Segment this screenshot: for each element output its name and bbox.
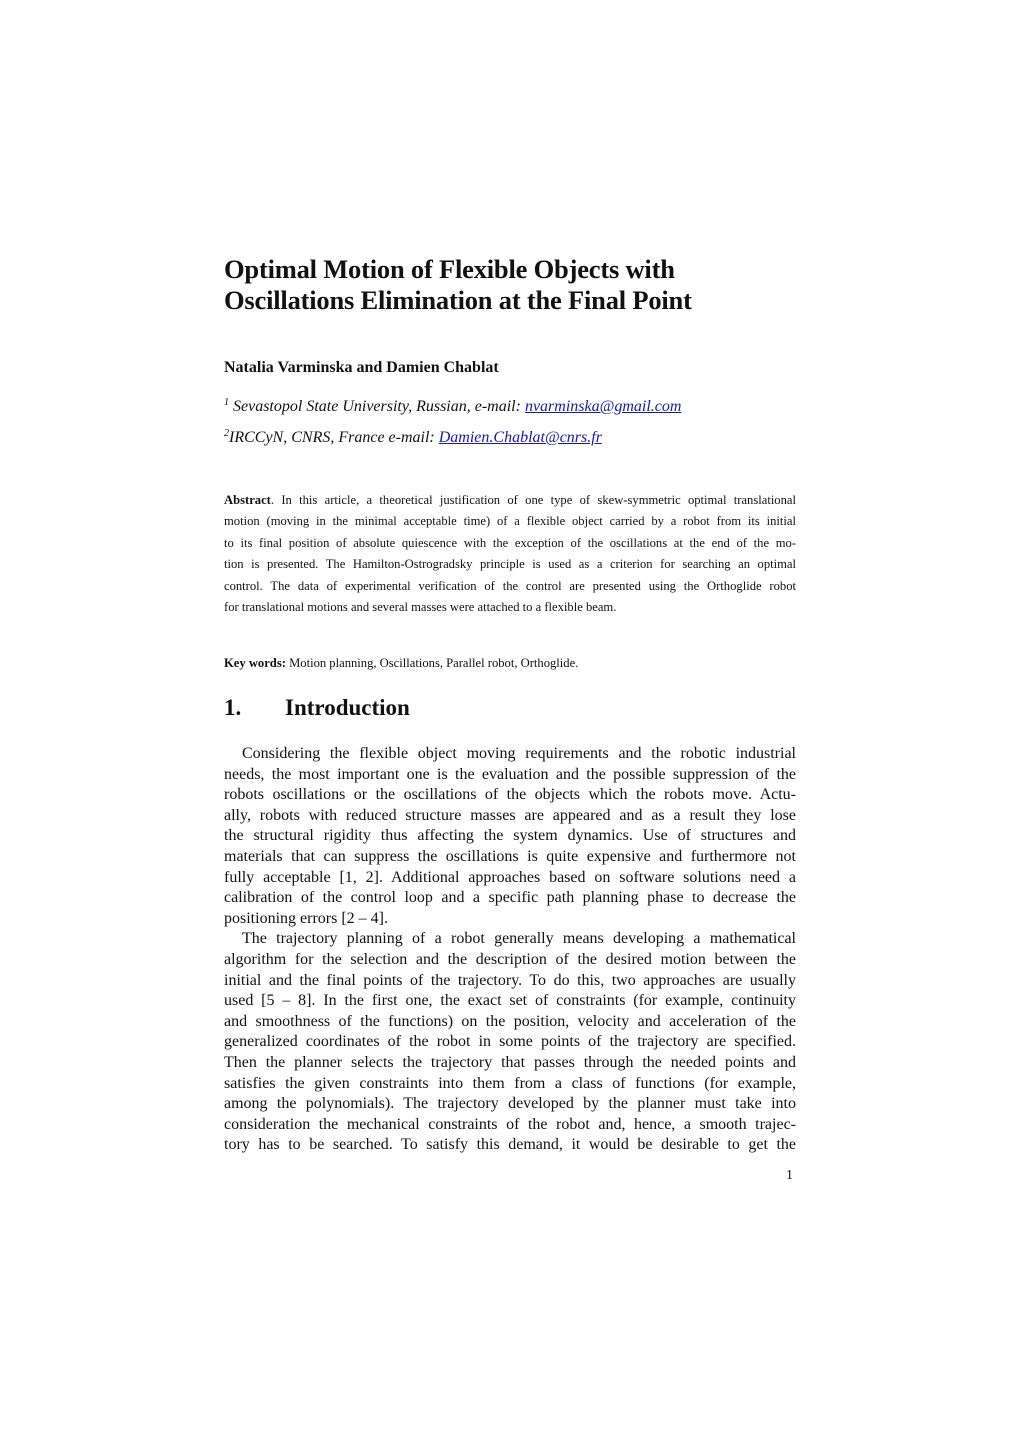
body-line: and smoothness of the functions) on the position, velocity and acceleration of the — [224, 1012, 796, 1030]
affiliation-2-text: IRCCyN, CNRS, France e-mail: — [229, 429, 439, 446]
body-line: positioning errors [2 – 4]. — [224, 909, 388, 927]
abstract-line-1 — [224, 490, 796, 511]
title-line-1: Optimal Motion of Flexible Objects with — [224, 254, 675, 284]
body-line: algorithm for the selection and the description of the desired motion between the — [224, 950, 796, 968]
keywords-label: Key words: — [224, 656, 286, 670]
affiliation-2-email-link[interactable]: Damien.Chablat@cnrs.fr — [438, 429, 602, 446]
abstract-first-line-text: . In this article, a theoretical justification of one type of skew-symmetric optimal translational — [270, 493, 796, 507]
affiliation-1 — [224, 397, 681, 416]
body-line: fully acceptable [1, 2]. Additional approaches based on software solutions need a — [224, 868, 796, 886]
affiliation-2-marker: 2 — [224, 428, 229, 439]
affiliation-1-text: Sevastopol State University, Russian, e-mail: — [229, 398, 525, 415]
body-line: initial and the final points of the trajectory. To do this, two approaches are usually — [224, 971, 796, 989]
abstract-line-2: motion (moving in the minimal acceptable time) of a flexible object carried by a robot from its initial — [224, 514, 796, 529]
abstract-line-5: control. The data of experimental verification of the control are presented using the Orthoglide robot — [224, 578, 796, 593]
abstract-line-4: tion is presented. The Hamilton-Ostrogradsky principle is used as a criterion for searching an optimal — [224, 557, 796, 572]
body-line: among the polynomials). The trajectory developed by the planner must take into — [224, 1095, 796, 1113]
section-number: 1. — [224, 695, 242, 720]
abstract-line-3: to its final position of absolute quiescence with the exception of the oscillations at the end of the mo- — [224, 535, 796, 550]
body-line: used [5 – 8]. In the first one, the exact set of constraints (for example, continuity — [224, 992, 796, 1010]
body-line: Then the planner selects the trajectory that passes through the needed points and — [224, 1053, 796, 1071]
body-line: calibration of the control loop and a specific path planning phase to decrease the — [224, 889, 796, 907]
section-title: Introduction — [285, 695, 410, 720]
body-line: Considering the flexible object moving requirements and the robotic industrial — [242, 745, 796, 762]
introduction-body — [224, 744, 796, 1156]
keywords — [224, 656, 578, 671]
page-number: 1 — [786, 1168, 793, 1183]
body-line: the structural rigidity thus affecting the system dynamics. Use of structures and — [224, 827, 796, 845]
abstract — [224, 490, 796, 618]
body-line: generalized coordinates of the robot in some points of the trajectory are specified. — [224, 1033, 796, 1051]
body-line: The trajectory planning of a robot generally means developing a mathematical — [242, 930, 796, 948]
affiliation-2 — [224, 428, 602, 447]
body-line: materials that can suppress the oscillations is quite expensive and furthermore not — [224, 847, 796, 865]
body-line: robots oscillations or the oscillations of the objects which the robots move. Actu- — [224, 786, 796, 804]
body-line: consideration the mechanical constraints of the robot and, hence, a smooth trajec- — [224, 1115, 796, 1133]
body-line: ally, robots with reduced structure masses are appeared and as a result they lose — [224, 806, 796, 824]
affiliation-1-email-link[interactable]: nvarminska@gmail.com — [524, 398, 682, 415]
paper-title — [224, 254, 824, 316]
title-line-2: Oscillations Elimination at the Final Point — [224, 285, 692, 315]
author-list: Natalia Varminska and Damien Chablat — [224, 359, 499, 376]
body-line: satisfies the given constraints into them from a class of functions (for example, — [224, 1074, 796, 1092]
affiliation-1-marker: 1 — [224, 397, 229, 408]
keywords-text: Motion planning, Oscillations, Parallel robot, Orthoglide. — [285, 656, 579, 670]
abstract-label: Abstract — [224, 493, 271, 507]
section-heading-introduction — [224, 695, 410, 721]
body-line: needs, the most important one is the evaluation and the possible suppression of the — [224, 765, 796, 783]
abstract-line-6: for translational motions and several masses were attached to a flexible beam. — [224, 600, 617, 615]
body-line: tory has to be searched. To satisfy this demand, it would be desirable to get the — [224, 1136, 796, 1154]
